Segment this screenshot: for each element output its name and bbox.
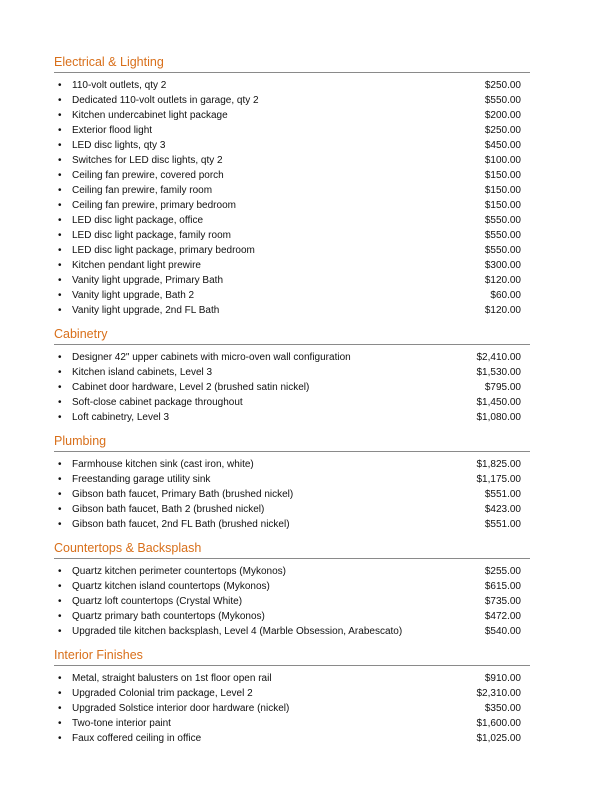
line-item: [54, 288, 530, 303]
bullet-icon: •: [58, 110, 62, 121]
section-heading: Plumbing: [54, 433, 530, 452]
item-price: $300.00: [484, 260, 521, 271]
item-price: $795.00: [484, 382, 521, 393]
line-item: [54, 686, 530, 701]
item-price: $615.00: [484, 581, 521, 592]
item-description: Upgraded Solstice interior door hardware (nickel): [72, 703, 290, 714]
item-description: Vanity light upgrade, Bath 2: [72, 290, 195, 301]
line-item: [54, 395, 530, 410]
item-description: Gibson bath faucet, Bath 2 (brushed nickel): [72, 504, 265, 515]
bullet-icon: •: [58, 245, 62, 256]
item-description: Quartz kitchen perimeter countertops (Mykonos): [72, 566, 286, 577]
line-item: [54, 517, 530, 532]
line-item: [54, 731, 530, 746]
line-item: [54, 472, 530, 487]
item-price: $250.00: [484, 125, 521, 136]
line-item: [54, 183, 530, 198]
bullet-icon: •: [58, 626, 62, 637]
line-item: [54, 365, 530, 380]
line-item: [54, 228, 530, 243]
line-item: [54, 123, 530, 138]
item-price: $1,025.00: [476, 733, 521, 744]
item-description: LED disc light package, office: [72, 215, 204, 226]
item-description: Ceiling fan prewire, primary bedroom: [72, 200, 236, 211]
bullet-icon: •: [58, 412, 62, 423]
line-item: [54, 303, 530, 318]
bullet-icon: •: [58, 290, 62, 301]
item-price: $1,600.00: [476, 718, 521, 729]
line-item: [54, 108, 530, 123]
item-price: $1,175.00: [476, 474, 521, 485]
line-item: [54, 93, 530, 108]
item-price: $150.00: [484, 200, 521, 211]
line-item: [54, 701, 530, 716]
section-heading: Cabinetry: [54, 326, 530, 345]
bullet-icon: •: [58, 80, 62, 91]
item-price: $200.00: [484, 110, 521, 121]
bullet-icon: •: [58, 170, 62, 181]
item-description: Designer 42" upper cabinets with micro-oven wall configuration: [72, 352, 351, 363]
bullet-icon: •: [58, 352, 62, 363]
line-item: [54, 138, 530, 153]
item-description: Gibson bath faucet, Primary Bath (brushed nickel): [72, 489, 294, 500]
bullet-icon: •: [58, 733, 62, 744]
line-item: [54, 273, 530, 288]
bullet-icon: •: [58, 489, 62, 500]
bullet-icon: •: [58, 95, 62, 106]
item-description: Quartz loft countertops (Crystal White): [72, 596, 243, 607]
item-description: Upgraded tile kitchen backsplash, Level 4 (Marble Obsession, Arabescato): [72, 626, 403, 637]
item-description: 110-volt outlets, qty 2: [72, 80, 167, 91]
item-price: $2,310.00: [476, 688, 521, 699]
item-description: Ceiling fan prewire, covered porch: [72, 170, 224, 181]
item-price: $472.00: [484, 611, 521, 622]
line-item: [54, 243, 530, 258]
item-price: $551.00: [484, 489, 521, 500]
item-description: Vanity light upgrade, 2nd FL Bath: [72, 305, 220, 316]
bullet-icon: •: [58, 305, 62, 316]
bullet-icon: •: [58, 566, 62, 577]
bullet-icon: •: [58, 504, 62, 515]
item-description: Farmhouse kitchen sink (cast iron, white): [72, 459, 254, 470]
item-price: $120.00: [484, 275, 521, 286]
item-price: $255.00: [484, 566, 521, 577]
bullet-icon: •: [58, 673, 62, 684]
line-item: [54, 594, 530, 609]
bullet-icon: •: [58, 459, 62, 470]
item-description: Soft-close cabinet package throughout: [72, 397, 243, 408]
line-item: [54, 78, 530, 93]
line-item: [54, 410, 530, 425]
item-description: Metal, straight balusters on 1st floor open rail: [72, 673, 272, 684]
bullet-icon: •: [58, 397, 62, 408]
bullet-icon: •: [58, 200, 62, 211]
line-item: [54, 579, 530, 594]
line-item: [54, 168, 530, 183]
item-price: $550.00: [484, 215, 521, 226]
bullet-icon: •: [58, 140, 62, 151]
item-description: Faux coffered ceiling in office: [72, 733, 202, 744]
item-description: Kitchen pendant light prewire: [72, 260, 201, 271]
item-price: $60.00: [490, 290, 521, 301]
item-price: $1,080.00: [476, 412, 521, 423]
bullet-icon: •: [58, 519, 62, 530]
line-item: [54, 624, 530, 639]
section-plumbing: [54, 433, 530, 532]
item-description: Cabinet door hardware, Level 2 (brushed satin nickel): [72, 382, 310, 393]
item-price: $1,530.00: [476, 367, 521, 378]
line-item: [54, 380, 530, 395]
item-description: Loft cabinetry, Level 3: [72, 412, 170, 423]
section-interior-finishes: [54, 647, 530, 746]
item-price: $1,825.00: [476, 459, 521, 470]
item-description: LED disc light package, primary bedroom: [72, 245, 255, 256]
section-heading: Interior Finishes: [54, 647, 530, 666]
line-item: [54, 716, 530, 731]
item-price: $550.00: [484, 230, 521, 241]
item-price: $551.00: [484, 519, 521, 530]
item-description: Quartz primary bath countertops (Mykonos): [72, 611, 265, 622]
item-price: $450.00: [484, 140, 521, 151]
line-item: [54, 213, 530, 228]
bullet-icon: •: [58, 718, 62, 729]
bullet-icon: •: [58, 275, 62, 286]
item-price: $735.00: [484, 596, 521, 607]
bullet-icon: •: [58, 230, 62, 241]
item-price: $2,410.00: [476, 352, 521, 363]
item-price: $150.00: [484, 170, 521, 181]
item-description: Quartz kitchen island countertops (Mykonos): [72, 581, 270, 592]
section-countertops-backsplash: [54, 540, 530, 639]
bullet-icon: •: [58, 611, 62, 622]
line-item: [54, 153, 530, 168]
item-price: $550.00: [484, 95, 521, 106]
section-heading: Countertops & Backsplash: [54, 540, 530, 559]
line-item: [54, 609, 530, 624]
bullet-icon: •: [58, 155, 62, 166]
line-item: [54, 671, 530, 686]
item-description: Gibson bath faucet, 2nd FL Bath (brushed nickel): [72, 519, 290, 530]
item-description: Freestanding garage utility sink: [72, 474, 211, 485]
bullet-icon: •: [58, 185, 62, 196]
item-price: $350.00: [484, 703, 521, 714]
bullet-icon: •: [58, 474, 62, 485]
item-price: $540.00: [484, 626, 521, 637]
bullet-icon: •: [58, 382, 62, 393]
item-price: $120.00: [484, 305, 521, 316]
item-description: Kitchen undercabinet light package: [72, 110, 228, 121]
bullet-icon: •: [58, 367, 62, 378]
line-item: [54, 457, 530, 472]
item-description: LED disc lights, qty 3: [72, 140, 166, 151]
bullet-icon: •: [58, 125, 62, 136]
item-price: $423.00: [484, 504, 521, 515]
item-price: $910.00: [484, 673, 521, 684]
item-price: $550.00: [484, 245, 521, 256]
item-description: LED disc light package, family room: [72, 230, 231, 241]
bullet-icon: •: [58, 215, 62, 226]
item-price: $1,450.00: [476, 397, 521, 408]
item-description: Ceiling fan prewire, family room: [72, 185, 213, 196]
item-price: $100.00: [484, 155, 521, 166]
bullet-icon: •: [58, 260, 62, 271]
bullet-icon: •: [58, 596, 62, 607]
item-description: Vanity light upgrade, Primary Bath: [72, 275, 224, 286]
line-item: [54, 502, 530, 517]
bullet-icon: •: [58, 688, 62, 699]
item-description: Exterior flood light: [72, 125, 153, 136]
item-description: Two-tone interior paint: [72, 718, 171, 729]
item-price: $150.00: [484, 185, 521, 196]
line-item: [54, 564, 530, 579]
line-item: [54, 487, 530, 502]
bullet-icon: •: [58, 703, 62, 714]
item-description: Dedicated 110-volt outlets in garage, qty 2: [72, 95, 259, 106]
item-description: Switches for LED disc lights, qty 2: [72, 155, 223, 166]
bullet-icon: •: [58, 581, 62, 592]
line-item: [54, 198, 530, 213]
line-item: [54, 258, 530, 273]
section-heading: Electrical & Lighting: [54, 54, 530, 73]
section-electrical-lighting: [54, 54, 530, 318]
item-description: Upgraded Colonial trim package, Level 2: [72, 688, 253, 699]
item-price: $250.00: [484, 80, 521, 91]
line-item: [54, 350, 530, 365]
section-cabinetry: [54, 326, 530, 425]
item-description: Kitchen island cabinets, Level 3: [72, 367, 213, 378]
